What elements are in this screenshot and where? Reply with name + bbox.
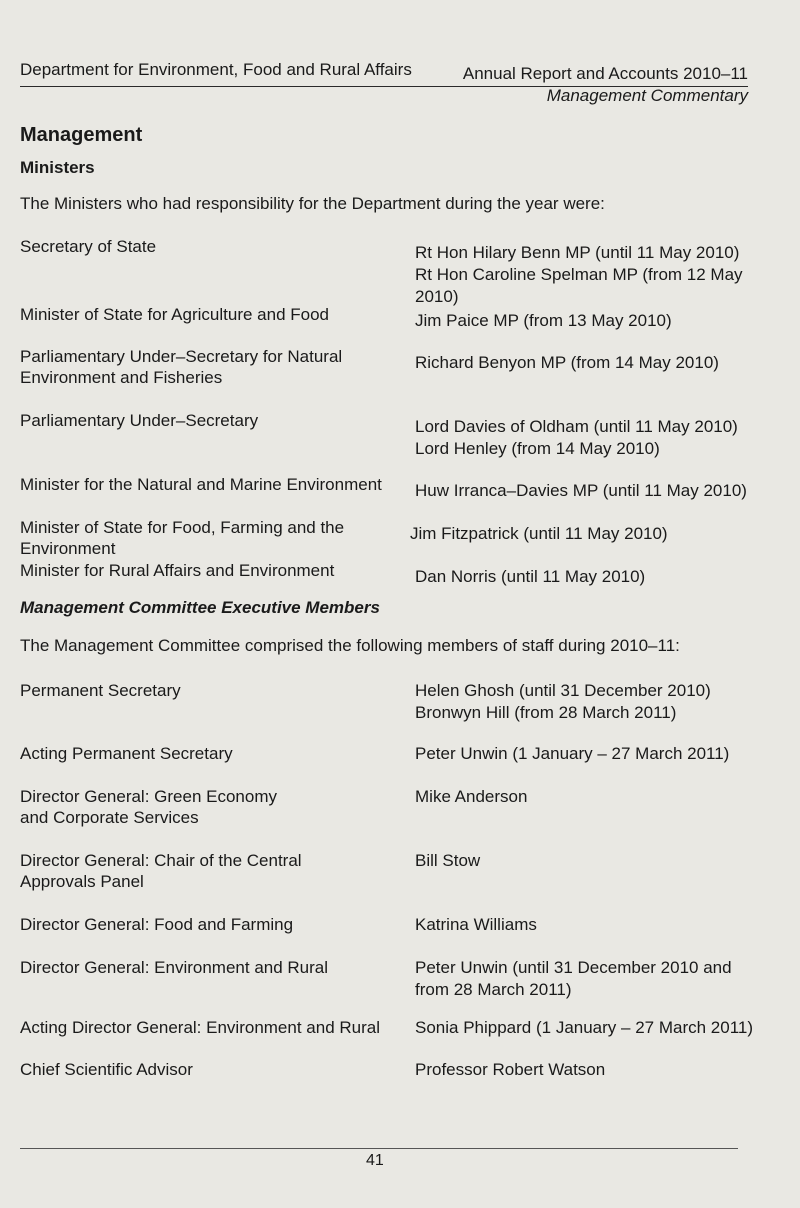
committee-holders [415,914,760,936]
minister-role: Minister for the Natural and Marine Environment [20,475,382,494]
minister-holders [415,416,760,460]
ministers-intro: The Ministers who had responsibility for the Department during the year were: [20,194,605,213]
committee-holders [415,850,760,872]
committee-role: Director General: Green Economy and Corporate Services [20,787,277,827]
minister-holders [415,310,760,332]
minister-name: Huw Irranca–Davies MP (until 11 May 2010) [415,481,747,500]
minister-name: Rt Hon Caroline Spelman MP (from 12 May 2010) [415,265,743,306]
committee-holders [415,1059,760,1081]
department-name: Department for Environment, Food and Rural Affairs [20,60,412,79]
minister-name: Lord Davies of Oldham (until 11 May 2010) [415,417,738,436]
page-title: Management [20,124,143,146]
minister-role: Parliamentary Under–Secretary for Natural Environment and Fisheries [20,347,343,387]
minister-role: Minister for Rural Affairs and Environment [20,561,335,580]
committee-holders [415,743,760,765]
committee-role: Acting Permanent Secretary [20,744,233,763]
committee-intro: The Management Committee comprised the following members of staff during 2010–11: [20,636,680,655]
committee-role: Chief Scientific Advisor [20,1060,193,1079]
minister-holders [410,523,755,545]
section-subtitle: Management Commentary [546,86,748,105]
minister-role: Parliamentary Under–Secretary [20,411,259,430]
committee-holders [415,680,760,724]
minister-name: Jim Paice MP (from 13 May 2010) [415,311,672,330]
footer-divider [20,1148,738,1149]
minister-name: Rt Hon Hilary Benn MP (until 11 May 2010) [415,243,740,262]
ministers-heading: Ministers [20,158,95,177]
minister-holders [415,480,760,502]
committee-role: Director General: Chair of the Central Approvals Panel [20,851,302,891]
committee-member: Peter Unwin (until 31 December 2010 and from 28 March 2011) [415,958,732,999]
committee-member: Bronwyn Hill (from 28 March 2011) [415,703,677,722]
committee-member: Helen Ghosh (until 31 December 2010) [415,681,711,700]
committee-role: Director General: Food and Farming [20,915,294,934]
minister-name: Richard Benyon MP (from 14 May 2010) [415,353,719,372]
committee-heading: Management Committee Executive Members [20,598,380,617]
committee-member: Professor Robert Watson [415,1060,606,1079]
minister-role: Minister of State for Food, Farming and the Environment [20,518,345,558]
minister-role: Secretary of State [20,237,157,256]
minister-role: Minister of State for Agriculture and Food [20,305,329,324]
report-title: Annual Report and Accounts 2010–11 [462,64,748,83]
minister-holders [415,566,760,588]
committee-holders [415,957,760,1001]
committee-holders [415,1017,760,1039]
committee-member: Peter Unwin (1 January – 27 March 2011) [415,744,730,763]
minister-name: Jim Fitzpatrick (until 11 May 2010) [410,524,668,543]
page-header [20,60,748,87]
committee-member: Bill Stow [415,851,481,870]
committee-member: Katrina Williams [415,915,537,934]
page-number: 41 [366,1152,384,1169]
committee-member: Mike Anderson [415,787,528,806]
committee-role: Acting Director General: Environment and Rural [20,1018,380,1037]
minister-name: Lord Henley (from 14 May 2010) [415,439,660,458]
minister-name: Dan Norris (until 11 May 2010) [415,567,646,586]
committee-role: Permanent Secretary [20,681,181,700]
minister-holders [415,352,760,374]
minister-holders [415,242,760,308]
committee-member: Sonia Phippard (1 January – 27 March 2011) [415,1018,753,1037]
committee-role: Director General: Environment and Rural [20,958,329,977]
committee-holders [415,786,760,808]
